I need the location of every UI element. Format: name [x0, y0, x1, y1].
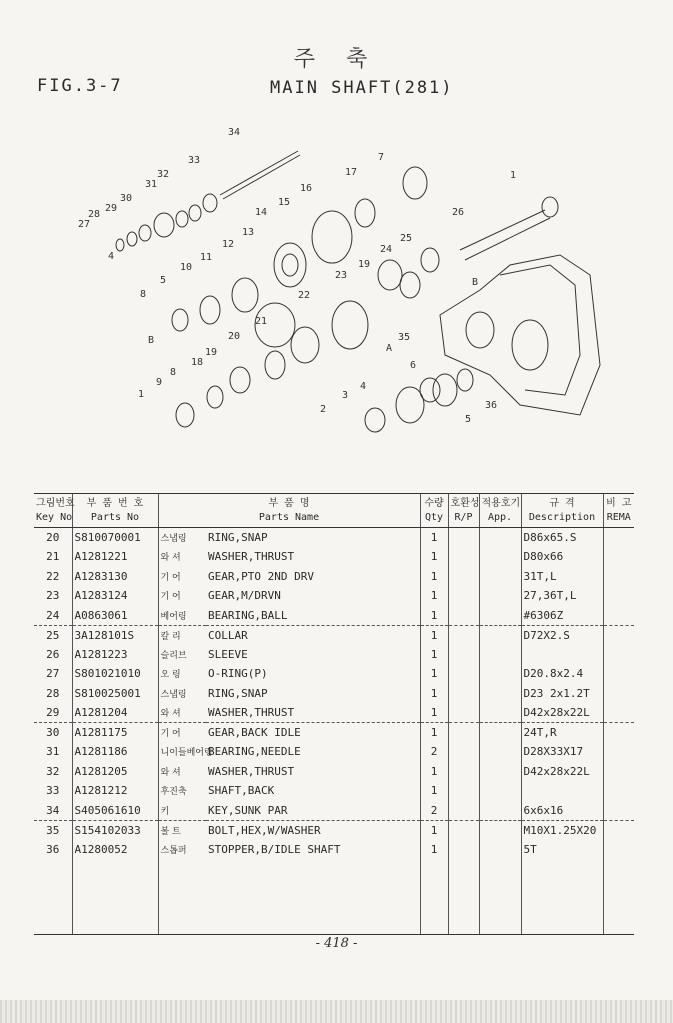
row-part-number: A0863061 — [72, 606, 158, 626]
row-english-name: BEARING,NEEDLE — [208, 745, 301, 759]
row-english-name: SHAFT,BACK — [208, 784, 275, 798]
washer-part — [203, 194, 217, 212]
row-app — [479, 762, 521, 782]
svg-text:2: 2 — [320, 404, 327, 415]
row-app — [479, 820, 521, 840]
row-english-name: GEAR,PTO 2ND DRV — [208, 569, 314, 583]
svg-text:4: 4 — [360, 381, 367, 392]
row-english-name: WASHER,THRUST — [208, 764, 295, 778]
row-rp — [448, 664, 479, 684]
row-part-number: S810025001 — [72, 684, 158, 704]
svg-text:3: 3 — [342, 390, 349, 401]
svg-text:24: 24 — [380, 244, 393, 255]
table-row — [34, 606, 634, 626]
idle-gear-part — [154, 213, 174, 237]
row-app — [479, 625, 521, 645]
parts-table-body — [34, 528, 634, 935]
table-row — [34, 567, 634, 587]
row-korean-name: 기 어 — [158, 723, 206, 743]
row-rp — [448, 528, 479, 548]
row-app — [479, 723, 521, 743]
row-english-name: KEY,SUNK PAR — [206, 801, 420, 821]
row-key: 26 — [46, 647, 60, 661]
page-number: - 418 - — [315, 936, 358, 951]
svg-text:12: 12 — [222, 239, 235, 250]
row-rp — [448, 567, 479, 587]
row-korean-name: 스냅링 — [158, 684, 206, 704]
row-rp — [448, 547, 479, 567]
row-rp — [448, 840, 479, 860]
svg-text:14: 14 — [255, 207, 268, 218]
row-description: D80x66 — [521, 547, 603, 567]
row-key: 30 — [46, 726, 60, 739]
row-rp — [448, 586, 479, 606]
row-remark — [603, 528, 634, 548]
row-description: 6x6x16 — [521, 801, 603, 821]
row-english-name: WASHER,THRUST — [206, 703, 420, 723]
row-description — [521, 645, 603, 665]
col-part: 부 품 번 호 Parts No — [72, 494, 158, 528]
row-part-number: A1281221 — [72, 547, 158, 567]
row-rp — [448, 742, 479, 762]
row-key: 29 — [34, 703, 72, 723]
col-name: 부 품 명 Parts Name — [158, 494, 420, 528]
row-part-number: 3A128101S — [72, 625, 158, 645]
svg-text:17: 17 — [345, 167, 358, 178]
svg-text:1: 1 — [138, 389, 145, 400]
row-rp — [448, 801, 479, 821]
row-key: 28 — [46, 686, 60, 700]
row-description: 31T,L — [521, 567, 603, 587]
table-row — [34, 820, 634, 840]
row-description: D28X33X17 — [521, 742, 603, 762]
row-english-name: GEAR,M/DRVN — [208, 589, 281, 603]
svg-text:31: 31 — [145, 179, 158, 190]
row-rp — [448, 625, 479, 645]
table-row — [34, 625, 634, 645]
row-english-name: BEARING,BALL — [206, 606, 420, 626]
row-app — [479, 840, 521, 860]
row-qty: 1 — [420, 703, 448, 723]
row-qty: 2 — [420, 742, 448, 762]
row-part-number: A1281175 — [72, 723, 158, 743]
row-rp — [448, 606, 479, 626]
table-row — [34, 664, 634, 684]
row-description: #6306Z — [521, 606, 603, 626]
row-app — [479, 781, 521, 801]
svg-text:A: A — [386, 343, 393, 354]
table-row — [34, 586, 634, 606]
row-part-number: S154102033 — [72, 820, 158, 840]
svg-text:11: 11 — [200, 252, 213, 263]
row-app — [479, 664, 521, 684]
table-row — [34, 528, 634, 548]
svg-text:1: 1 — [510, 170, 517, 181]
svg-text:15: 15 — [278, 197, 291, 208]
row-description: D20.8x2.4 — [521, 664, 603, 684]
row-description — [521, 781, 603, 801]
row-remark — [603, 606, 634, 626]
svg-text:33: 33 — [188, 155, 201, 166]
row-key: 20 — [46, 531, 60, 544]
col-rem: 비 고 REMA — [603, 494, 634, 528]
row-rp — [448, 762, 479, 782]
row-key: 21 — [46, 550, 60, 564]
figure-number: FIG.3-7 — [37, 76, 123, 96]
svg-text:10: 10 — [180, 262, 193, 273]
svg-text:27: 27 — [78, 219, 91, 230]
table-row — [34, 723, 634, 743]
row-part-number: A1281212 — [72, 781, 158, 801]
row-rp — [448, 684, 479, 704]
svg-text:29: 29 — [105, 203, 118, 214]
row-description: D42x28x22L — [521, 762, 603, 782]
row-remark — [603, 684, 634, 704]
row-remark — [603, 742, 634, 762]
row-app — [479, 742, 521, 762]
row-description: D72X2.S — [521, 625, 603, 645]
table-row — [34, 801, 634, 821]
svg-text:9: 9 — [156, 377, 163, 388]
table-empty-row — [34, 859, 634, 935]
row-qty: 2 — [420, 801, 448, 821]
row-korean-name: 슬리브 — [158, 645, 206, 665]
row-app — [479, 567, 521, 587]
row-qty: 1 — [420, 684, 448, 704]
svg-text:19: 19 — [358, 259, 371, 270]
row-part-number: A1280052 — [72, 840, 158, 860]
svg-text:13: 13 — [242, 227, 255, 238]
row-part-number: A1281205 — [72, 762, 158, 782]
table-header-row — [34, 494, 634, 528]
row-description: 5T — [521, 840, 603, 860]
row-app — [479, 547, 521, 567]
row-remark — [603, 625, 634, 645]
row-remark — [603, 801, 634, 821]
row-remark — [603, 567, 634, 587]
svg-text:6: 6 — [410, 360, 417, 371]
row-app — [479, 606, 521, 626]
col-key: 그림번호 Key No — [34, 494, 72, 528]
row-korean-name: 후진축 — [158, 781, 206, 801]
col-app: 적용호기 App. — [479, 494, 521, 528]
row-qty: 1 — [420, 762, 448, 782]
table-row — [34, 762, 634, 782]
svg-text:8: 8 — [140, 289, 147, 300]
row-remark — [603, 645, 634, 665]
row-rp — [448, 820, 479, 840]
row-qty: 1 — [420, 625, 448, 645]
row-english-name: SLEEVE — [208, 647, 248, 661]
row-key: 27 — [46, 667, 60, 681]
table-row — [34, 547, 634, 567]
row-korean-name: 와 셔 — [158, 547, 206, 567]
row-remark — [603, 820, 634, 840]
row-remark — [603, 840, 634, 860]
table-row — [34, 840, 634, 860]
row-app — [479, 801, 521, 821]
parts-table — [34, 493, 634, 935]
row-english-name: RING,SNAP — [208, 531, 268, 544]
svg-text:22: 22 — [298, 290, 311, 301]
row-key: 32 — [46, 764, 60, 778]
row-rp — [448, 781, 479, 801]
row-korean-name: 오 링 — [158, 664, 206, 684]
col-rp: 호환성 R/P — [448, 494, 479, 528]
row-english-name: COLLAR — [208, 628, 248, 642]
row-app — [479, 586, 521, 606]
svg-text:8: 8 — [170, 367, 177, 378]
table-row — [34, 703, 634, 723]
row-key: 24 — [34, 606, 72, 626]
row-korean-name: 스톱퍼 — [158, 840, 206, 860]
row-korean-name: 볼 트 — [158, 820, 206, 840]
svg-text:19: 19 — [205, 347, 218, 358]
row-description: 27,36T,L — [521, 586, 603, 606]
row-korean-name: 니이들베어링 — [158, 742, 206, 762]
row-remark — [603, 762, 634, 782]
row-korean-name: 와 셔 — [158, 762, 206, 782]
row-korean-name: 기 어 — [158, 586, 206, 606]
row-app — [479, 645, 521, 665]
svg-text:35: 35 — [398, 332, 411, 343]
row-english-name: BOLT,HEX,W/WASHER — [208, 823, 321, 837]
row-qty: 1 — [420, 840, 448, 860]
row-qty: 1 — [420, 528, 448, 548]
row-part-number: A1281223 — [72, 645, 158, 665]
svg-text:32: 32 — [157, 169, 170, 180]
svg-text:20: 20 — [228, 331, 241, 342]
col-qty: 수량 Qty — [420, 494, 448, 528]
row-app — [479, 528, 521, 548]
row-part-number: A1283124 — [72, 586, 158, 606]
row-key: 35 — [46, 823, 60, 837]
row-qty: 1 — [420, 723, 448, 743]
row-english-name: WASHER,THRUST — [208, 550, 295, 564]
korean-title: 주 축 — [293, 47, 380, 72]
row-part-number: A1283130 — [72, 567, 158, 587]
row-part-number: S801021010 — [72, 664, 158, 684]
row-korean-name: 칼 리 — [158, 625, 206, 645]
row-rp — [448, 723, 479, 743]
svg-text:7: 7 — [378, 152, 385, 163]
svg-text:B: B — [148, 335, 155, 346]
row-remark — [603, 547, 634, 567]
row-key: 23 — [46, 589, 60, 603]
row-description: M10X1.25X20 — [521, 820, 603, 840]
row-korean-name: 키 — [158, 801, 206, 821]
row-korean-name: 와 셔 — [158, 703, 206, 723]
svg-text:18: 18 — [191, 357, 204, 368]
row-remark — [603, 781, 634, 801]
svg-text:4: 4 — [108, 251, 115, 262]
row-qty: 1 — [420, 645, 448, 665]
row-remark — [603, 586, 634, 606]
row-description: D86x65.S — [521, 528, 603, 548]
row-app — [479, 703, 521, 723]
svg-text:30: 30 — [120, 193, 133, 204]
table-row — [34, 645, 634, 665]
svg-text:26: 26 — [452, 207, 465, 218]
table-row — [34, 742, 634, 762]
row-remark — [603, 664, 634, 684]
row-korean-name: 베어링 — [158, 606, 206, 626]
row-key: 34 — [34, 801, 72, 821]
row-english-name: GEAR,BACK IDLE — [208, 726, 301, 739]
row-qty: 1 — [420, 567, 448, 587]
row-key: 25 — [46, 628, 60, 642]
row-qty: 1 — [420, 547, 448, 567]
main-shaft-part — [460, 210, 545, 250]
row-korean-name: 스냅링 — [158, 528, 206, 548]
row-remark — [603, 723, 634, 743]
row-english-name: RING,SNAP — [208, 686, 268, 700]
row-part-number: S405061610 — [72, 801, 158, 821]
row-key: 33 — [46, 784, 60, 798]
row-qty: 1 — [420, 664, 448, 684]
row-part-number: S810070001 — [72, 528, 158, 548]
scan-edge — [0, 1000, 673, 1023]
row-part-number: A1281186 — [72, 742, 158, 762]
svg-text:25: 25 — [400, 233, 413, 244]
row-description: 24T,R — [521, 723, 603, 743]
gear-part — [274, 243, 306, 287]
row-key: 22 — [46, 569, 60, 583]
row-rp — [448, 645, 479, 665]
exploded-diagram — [60, 115, 620, 460]
callout-label: 34 — [228, 127, 241, 138]
row-english-name: O-RING(P) — [208, 667, 268, 681]
row-qty: 1 — [420, 606, 448, 626]
table-row — [34, 781, 634, 801]
row-qty: 1 — [420, 586, 448, 606]
row-qty: 1 — [420, 781, 448, 801]
row-rp — [448, 703, 479, 723]
row-qty: 1 — [420, 820, 448, 840]
svg-text:5: 5 — [465, 414, 472, 425]
svg-text:B: B — [472, 277, 479, 288]
svg-text:16: 16 — [300, 183, 313, 194]
col-desc: 규 격 Description — [521, 494, 603, 528]
row-key: 31 — [46, 745, 60, 759]
row-english-name: STOPPER,B/IDLE SHAFT — [208, 842, 341, 856]
svg-text:23: 23 — [335, 270, 348, 281]
svg-text:28: 28 — [88, 209, 101, 220]
row-key: 36 — [46, 842, 60, 856]
back-shaft-part — [220, 151, 298, 195]
row-korean-name: 기 어 — [158, 567, 206, 587]
svg-text:21: 21 — [255, 316, 268, 327]
row-description: D23 2x1.2T — [521, 684, 603, 704]
row-app — [479, 684, 521, 704]
page-title: MAIN SHAFT(281) — [270, 78, 454, 98]
row-remark — [603, 703, 634, 723]
row-description: D42x28x22L — [521, 703, 603, 723]
row-part-number: A1281204 — [72, 703, 158, 723]
table-row — [34, 684, 634, 704]
svg-text:5: 5 — [160, 275, 167, 286]
svg-text:36: 36 — [485, 400, 498, 411]
